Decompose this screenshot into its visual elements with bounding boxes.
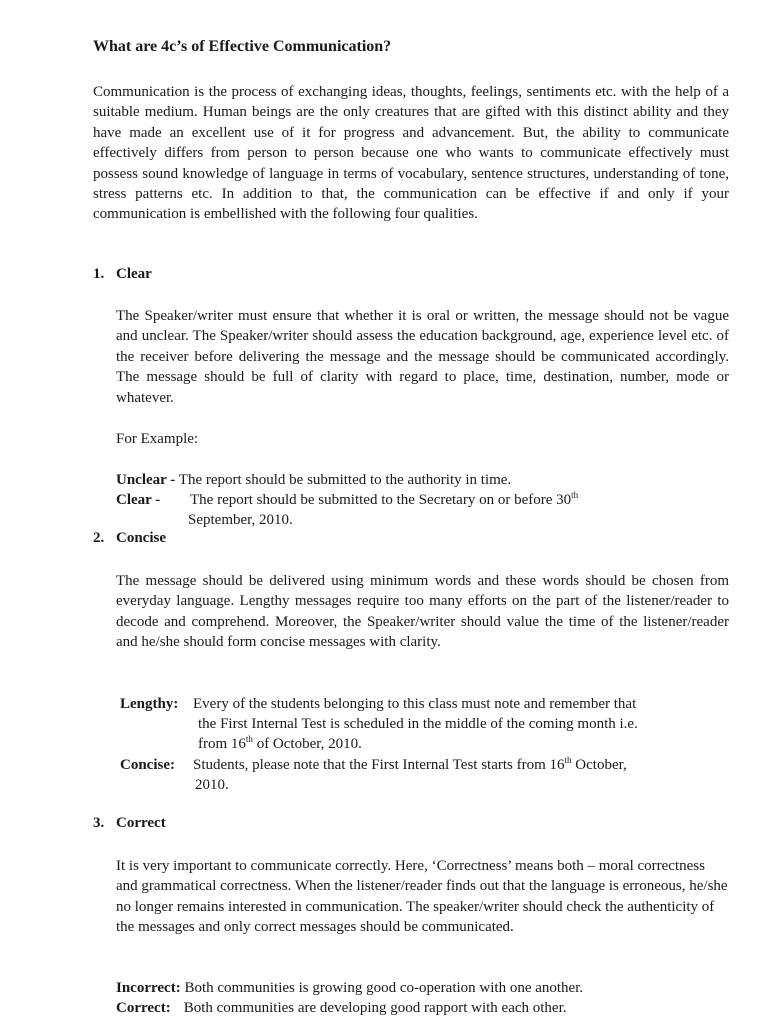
example-text-lengthy-line3 [198, 734, 362, 754]
document-title: What are 4c’s of Effective Communication? [93, 38, 392, 55]
section-title: Concise [116, 530, 166, 546]
example-text-correct: Both communities are developing good rapport with each other. [183, 1000, 567, 1016]
example-label-concise: Concise: [120, 757, 175, 773]
example-text-concise [193, 755, 729, 775]
example-intro: For Example: [116, 431, 199, 447]
section-title: Correct [116, 815, 166, 831]
superscript: th [245, 734, 253, 744]
example-label-clear: Clear - [116, 492, 161, 508]
section-heading-clear [93, 266, 152, 283]
example-text-lengthy-part: from 16 [198, 736, 246, 752]
example-label-incorrect: Incorrect: [116, 980, 181, 996]
example-text-clear-line2: September, 2010. [188, 512, 293, 528]
example-text-clear-part: The report should be submitted to the Secretary on or before 30 [190, 492, 572, 508]
section-heading-correct [93, 815, 166, 832]
example-text-lengthy-part: of October, 2010. [252, 736, 362, 752]
section-title: Clear [116, 266, 152, 282]
superscript: th [571, 490, 579, 500]
example-correct [116, 998, 567, 1018]
example-text-concise-part: Students, please note that the First Internal Test starts from 16 [193, 757, 565, 773]
example-text-unclear: The report should be submitted to the authority in time. [175, 472, 512, 488]
section-body-concise: The message should be delivered using minimum words and these words should be chosen from everyday language. Lengthy messages require too many efforts on the part of the listener/reader to decode and comprehend. Moreover, the Speaker/writer should value the time of the listener/reader and he/she should form concise messages with clarity. [116, 573, 729, 651]
example-text-concise-part: October, [571, 757, 627, 773]
example-text-lengthy-line2: the First Internal Test is scheduled in the middle of the coming month i.e. [198, 716, 638, 732]
section-number: 3. [93, 815, 105, 831]
section-body-correct: It is very important to communicate correctly. Here, ‘Correctness’ means both – moral correctness and grammatical correctness. When the listener/reader finds out that the language is erroneous, he/she no longer remains interested in communication. The speaker/writer should check the authenticity of the messages and only correct messages should be communicated. [116, 858, 728, 936]
section-heading-concise [93, 530, 166, 547]
example-label-lengthy: Lengthy: [120, 696, 179, 712]
example-text-lengthy: Every of the students belonging to this class must note and remember that [193, 696, 637, 712]
section-number: 1. [93, 266, 105, 282]
example-text-clear [190, 490, 578, 510]
intro-paragraph: Communication is the process of exchanging ideas, thoughts, feelings, sentiments etc. with the help of a suitable medium. Human beings are the only creatures that are gifted with this distinct ability and they have made an excellent use of it for progress and advancement. But, the ability to communicate effectively differs from person to person because one who wants to communicate effectively must possess sound knowledge of language in terms of vocabulary, sentence structures, understanding of tone, stress patterns etc. In addition to that, the communication can be effective if and only if your communication is embellished with the following four qualities. [93, 84, 729, 223]
section-number: 2. [93, 530, 105, 546]
example-incorrect [116, 978, 583, 998]
superscript: th [564, 755, 572, 765]
example-unclear [116, 470, 511, 490]
example-label-correct: Correct: [116, 1000, 171, 1016]
section-body-clear: The Speaker/writer must ensure that whether it is oral or written, the message should not be vague and unclear. The Speaker/writer should assess the education background, age, experience level etc. of the receiver before delivering the message and the message should be communicated accordingly. The message should be full of clarity with regard to place, time, destination, number, mode or whatever. [116, 308, 729, 406]
example-text-concise-line2: 2010. [195, 777, 229, 793]
example-text-incorrect: Both communities is growing good co-operation with one another. [180, 980, 584, 996]
example-label-unclear: Unclear - [116, 472, 176, 488]
